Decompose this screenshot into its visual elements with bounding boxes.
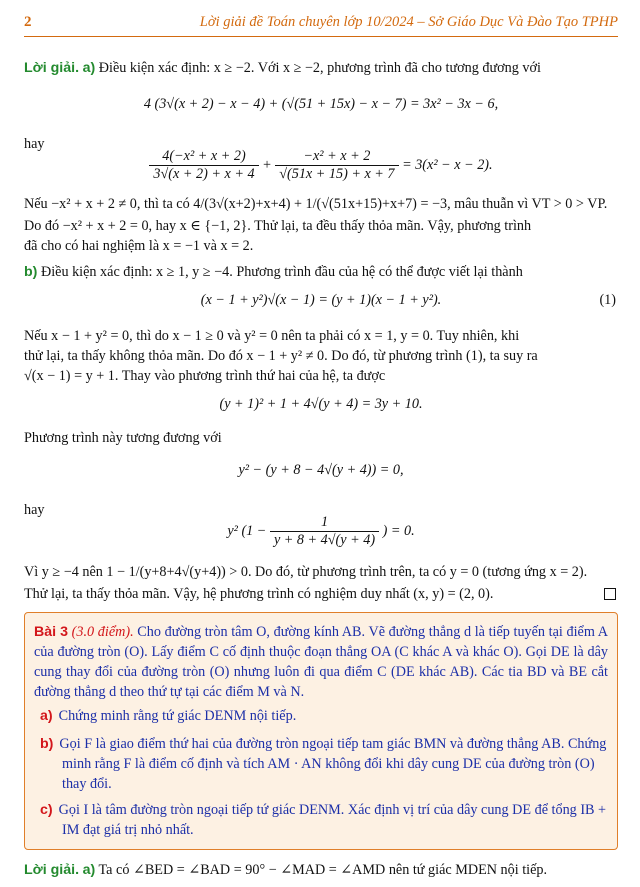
problem-3-item-c: c) Gọi I là tâm đường tròn ngoại tiếp tứ giác DENM. Xác định vị trí của dây cung DE để tổng IB + IM đạt giá trị nhỏ nhất. — [40, 802, 607, 838]
page-number: 2 — [24, 14, 32, 30]
running-header-title: Lời giải đề Toán chuyên lớp 10/2024 – Sở Giáo Dục Và Đào Tạo TPHP — [199, 14, 618, 30]
problem-3-statement: Bài 3 (3.0 điểm). Cho đường tròn tâm O, đường kính AB. Vẽ đường thẳng d là tiếp tuyến tại điểm A của đường tròn (O). Lấy điểm C cố định thuộc đoạn thẳng OA (C khác A và khác O). Gọi DE là dây cung thay đổi của đường tròn (O) nhưng luôn đi qua điểm C (DE khác AB). Các tia BD và BE cắt đường thẳng d theo thứ tự tại các điểm M và N. — [34, 624, 608, 700]
solution-b-p5: Vì y ≥ −4 nên 1 − 1/(y+8+4√(y+4)) > 0. Do đó, từ phương trình trên, ta có y = 0 (tương ứng x = 2). — [24, 564, 588, 580]
solution-b-p1: Nếu x − 1 + y² = 0, thì do x − 1 ≥ 0 và y² = 0 nên ta phải có x = 1, y = 0. Tuy nhiên, khi — [24, 328, 520, 344]
solution-b-p3: √(x − 1) = y + 1. Thay vào phương trình thứ hai của hệ, ta được — [24, 368, 386, 384]
equation-a2: $\frac{\text{4(−x² + x + 2)}}{3√(x + 2) + x + 4}$ + $\frac{\text{−x² + x + 2}}{√(51x + 15) + x + 7}$ = 3(x² − x − 2). — [24, 148, 618, 183]
header-rule — [24, 36, 618, 37]
hay-label-2: hay — [24, 502, 45, 518]
solution-b-p2: thử lại, ta thấy không thỏa mãn. Do đó x − 1 + y² ≠ 0. Do đó, từ phương trình (1), ta suy ra — [24, 348, 538, 364]
equation-b4: y² (1 − $\frac{1}{y + 8 + 4√(y + 4)}$ ) = 0. — [227, 514, 415, 548]
problem-3-item-b: b) Gọi F là giao điểm thứ hai của đường tròn ngoại tiếp tam giác BMN và đường thẳng AB. Chứng minh rằng F là điểm cố định và tích AM · AN không đổi khi dây cung DE của đường tròn (O) thay đổi. — [40, 736, 607, 792]
solution-a-p3: đã cho có hai nghiệm là x = −1 và x = 2. — [24, 238, 254, 254]
equation-b1: (x − 1 + y²)√(x − 1) = (y + 1)(x − 1 + y²). — [200, 292, 442, 308]
solution-b-p6: Thử lại, ta thấy thỏa mãn. Vậy, hệ phương trình có nghiệm duy nhất (x, y) = (2, 0). — [24, 586, 494, 602]
solution-3-a: Lời giải. a) Ta có ∠BED = ∠BAD = 90° − ∠MAD = ∠AMD nên tứ giác MDEN nội tiếp. — [24, 862, 548, 878]
solution-b-intro: b) Điều kiện xác định: x ≥ 1, y ≥ −4. Phương trình đầu của hệ có thể được viết lại thành — [24, 264, 523, 280]
equation-number-1: (1) — [599, 292, 616, 308]
solution-a-p1: Nếu −x² + x + 2 ≠ 0, thì ta có 4/(3√(x+2)+x+4) + 1/(√(51x+15)+x+7) = −3, mâu thuẫn vì VT > 0 > VP. — [24, 196, 608, 212]
solution-b-p4: Phương trình này tương đương với — [24, 430, 222, 446]
equation-b2: (y + 1)² + 1 + 4√(y + 4) = 3y + 10. — [219, 396, 423, 412]
equation-b3: y² − (y + 8 − 4√(y + 4)) = 0, — [238, 462, 404, 478]
solution-a-p2: Do đó −x² + x + 2 = 0, hay x ∈ {−1, 2}. Thử lại, ta đều thấy thỏa mãn. Vậy, phương trình — [24, 218, 532, 234]
equation-a1: 4 (3√(x + 2) − x − 4) + (√(51 + 15x) − x − 7) = 3x² − 3x − 6, — [143, 96, 499, 112]
qed-box-icon — [604, 588, 616, 600]
problem-3-item-a: a) Chứng minh rằng tứ giác DENM nội tiếp. — [40, 708, 297, 724]
solution-a-intro: Lời giải. a) Điều kiện xác định: x ≥ −2. Với x ≥ −2, phương trình đã cho tương đương với — [24, 60, 541, 76]
hay-label-1: hay — [24, 136, 45, 152]
